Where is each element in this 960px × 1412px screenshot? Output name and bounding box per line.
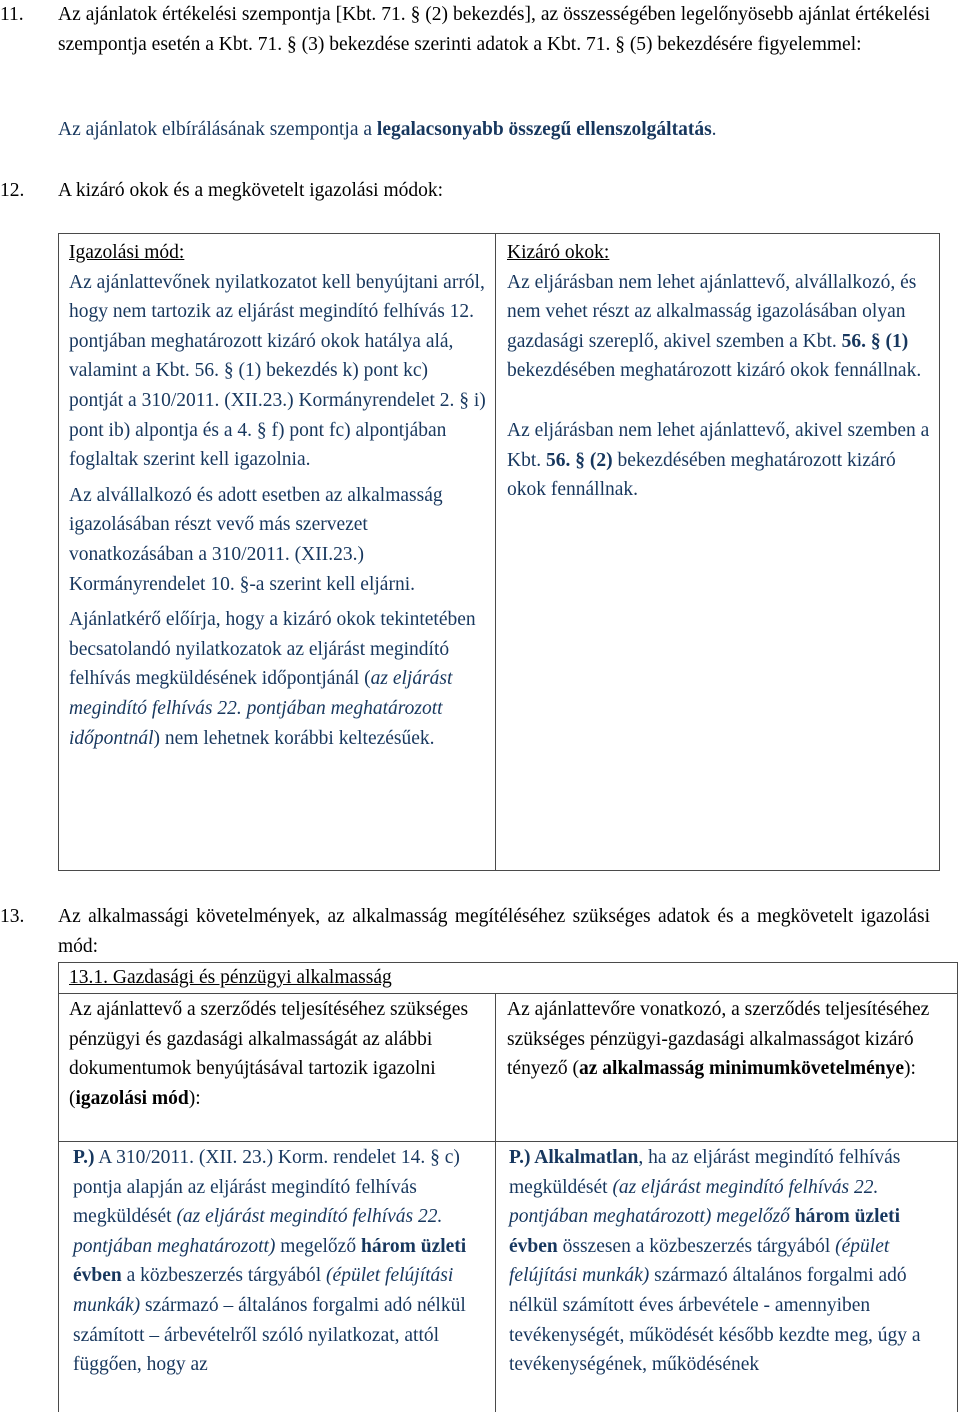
section-11-number: 11. [0,4,24,25]
right-proof-text [509,1143,951,1380]
right-intro-b: ): [904,1058,916,1080]
left-p3-a: Ajánlatkérő előírja, hogy a kizáró okok tekintetében becsatolandó nyilatkozatok az eljárást megindító felhívás megküldésének időpontjánál ( [69,609,476,690]
right-p2-bold: 56. § (2) [546,449,613,471]
criteria-bold: legalacsonyabb összegű ellenszolgáltatás [376,119,712,140]
exclusion-right-cell [507,238,935,505]
left-proof-italic-2: (épület felújítási munkák) [73,1265,454,1316]
right-paragraph-1 [507,268,935,386]
left-proof-d: származó – általános forgalmi adó nélkül számított – árbevételről szóló nyilatkozat, attól függően, hogy az [73,1294,466,1376]
right-header: Kizáró okok: [507,242,610,263]
left-intro-a: Az ajánlattevő a szerződés teljesítéséhez szükséges pénzügyi és gazdasági alkalmasságát az alábbi dokumentumok benyújtásával tartozik igazolni ( [69,999,469,1109]
suitability-right-proof [509,1143,951,1380]
right-p1-a: Az eljárásban nem lehet ajánlattevő, alvállalkozó, és nem vehet részt az alkalmasság igazolásában olyan gazdasági szereplő, akivel szemben a Kbt. [507,271,917,352]
left-header: Igazolási mód: [69,242,185,263]
section-12-heading: A kizáró okok és a megkövetelt igazolási módok: [58,180,444,201]
right-proof-italic-2: (épület felújítási munkák) [509,1235,890,1287]
section-13-heading: Az alkalmassági követelmények, az alkalmasság megítéléséhez szükséges adatok és a megkövetelt igazolási mód: [58,906,930,957]
intro-row-border [59,1141,957,1142]
left-paragraph-1: Az ajánlattevőnek nyilatkozatot kell benyújtani arról, hogy nem tartozik az eljárást megindító felhívás 12. pontjában meghatározott kizáró okok hatálya alá, valamint a Kbt. 56. § (1) bekezdés k) pont kc) pontját a 310/2011. (XII.23.) Kormányrendelet 2. § i) pont ib) alpontja és a 4. § f) pont fc) alpontjában foglaltak szerint kell igazolnia. [69,271,486,471]
left-intro [69,995,487,1113]
suitability-right-intro [507,995,947,1084]
suitability-divider [495,993,496,1412]
suitability-left-intro [69,995,487,1113]
right-p2-a: Az eljárásban nem lehet ajánlattevő, akivel szemben a Kbt. [507,419,930,471]
suitability-left-proof [73,1143,487,1380]
left-proof-c: a közbeszerzés tárgyából [121,1265,327,1287]
criteria-prefix: Az ajánlatok elbírálásának szempontja a [58,119,377,140]
right-intro [507,995,947,1084]
right-proof-bold: három üzleti évben [509,1206,901,1257]
criteria-suffix: . [711,119,717,140]
left-paragraph-2: Az alvállalkozó és adott esetben az alkalmasság igazolásában részt vevő más szervezet vonatkozásában a 310/2011. (XII.23.) Kormányrendelet 10. §-a szerint kell eljárni. [69,484,443,595]
left-intro-b: ): [188,1087,201,1109]
right-paragraph-2 [507,416,935,505]
right-proof-italic-1: (az eljárást megindító felhívás 22. pontjában meghatározott) [509,1176,879,1228]
suitability-table [58,962,958,1412]
right-proof-italic-megelozo: megelőző [716,1206,790,1228]
right-p1-b: bekezdésében meghatározott kizáró okok fennállnak. [507,360,922,382]
subsection-title: 13.1. Gazdasági és pénzügyi alkalmasság [69,967,392,988]
exclusion-table [58,233,940,871]
right-proof-d: származó általános forgalmi adó nélkül számított éves árbevétele - amennyiben tevékenységét, működését később kezdte meg, úgy a tevékenységének, működésének [509,1265,921,1376]
left-proof-italic-1: (az eljárást megindító felhívás 22. pontjában meghatározott) [73,1206,443,1257]
section-11-criteria [58,115,938,145]
left-paragraph-3 [69,605,487,753]
left-p3-b: ) nem lehetnek korábbi keltezésűek. [153,727,435,749]
right-p2-b: bekezdésében meghatározott kizáró okok fennállnak. [507,449,896,501]
right-proof-c: összesen a közbeszerzés tárgyából [557,1235,836,1257]
right-p1-bold: 56. § (1) [841,330,909,352]
left-proof-text [73,1143,487,1380]
left-proof-a: A 310/2011. (XII. 23.) Korm. rendelet 14. § c) pontja alapján az eljárást megindító felhívás megküldését [73,1147,460,1228]
section-11-heading: Az ajánlatok értékelési szempontja [Kbt. 71. § (2) bekezdés], az összességében legelőnyösebb ajánlat értékelési szempontja esetén a Kbt. 71. § (3) bekezdése szerinti adatok a Kbt. 71. § (5) bekezdésére figyelemmel: [58,4,930,55]
right-proof-label: P.) Alkalmatlan [509,1147,639,1168]
left-p3-italic: az eljárást megindító felhívás 22. pontjában meghatározott időpontnál [69,668,453,749]
left-intro-bold: igazolási mód [75,1087,189,1109]
exclusion-table-divider [495,234,496,870]
right-intro-a: Az ajánlattevőre vonatkozó, a szerződés teljesítéséhez szükséges pénzügyi-gazdasági alkalmasságot kizáró tényező ( [507,999,930,1080]
section-12-number: 12. [0,180,25,201]
left-proof-b: megelőző [275,1235,361,1257]
exclusion-left-cell [69,238,487,753]
left-proof-label: P.) [73,1147,95,1168]
subsection-title-row [69,963,929,993]
section-13-number: 13. [0,906,25,927]
left-proof-bold: három üzleti évben [73,1235,467,1287]
right-intro-bold: az alkalmasság minimumkövetelménye [579,1058,904,1080]
right-proof-a: , ha az eljárást megindító felhívás megküldését [509,1147,901,1198]
title-row-border [59,993,957,994]
